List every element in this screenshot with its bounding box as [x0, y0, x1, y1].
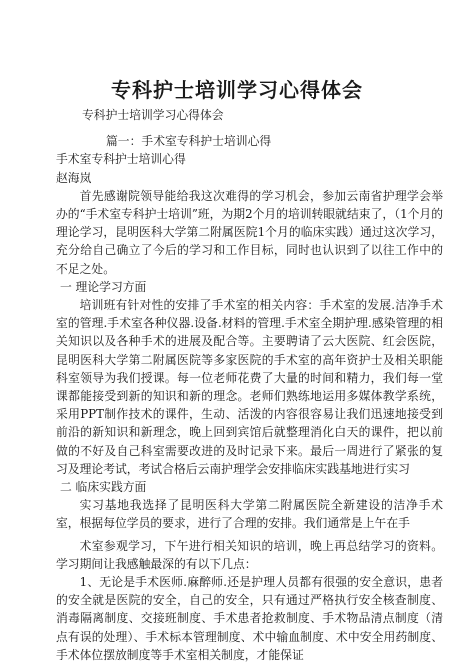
heading-theory: 一 理论学习方面 — [60, 279, 147, 294]
paragraph-practice: 实习基地我选择了昆明医科大学第二附属医院全新建设的洁净手术室，根据每位学员的要求，进行了合理的安排。我们通常是上午在手 — [56, 498, 443, 531]
paragraph-practice-cont: 术室参观学习，下午进行相关知识的培训，晚上再总结学习的资料。学习期间让我感触最深的有以下几点： — [56, 538, 443, 571]
document-title: 专科护士培训学习心得体会 — [111, 78, 363, 102]
document-body — [56, 106, 443, 664]
paragraph-intro: 首先感谢院领导能给我这次难得的学习机会，参加云南省护理学会举办的“手术室专科护士培训”班，为期2个月的培训转眼就结束了，（1个月的理论学习，昆明医科大学第二附属医院1个月的临床实践）通过这次学习，充分给自己确立了今后的学习和工作目标，同时也认识到了以往工作中的不足之处。 — [56, 188, 443, 276]
author-name: 赵海岚 — [56, 170, 92, 185]
heading-practice: 二 临床实践方面 — [60, 480, 147, 495]
section-heading: 篇一：手术室专科护士培训心得 — [106, 134, 272, 149]
document-subtitle: 专科护士培训学习心得体会 — [82, 108, 224, 122]
paragraph-point-1: 1、无论是手术医师.麻醉师.还是护理人员都有很强的安全意识，患者的安全就是医院的安全，自己的安全，只有通过严格执行安全核查制度、消毒隔离制度、交接班制度、手术患者抢救制度、手术物品清点制度（清点有误的处理）、手术标本管理制度、术中输血制度、术中安全用药制度、手术体位摆放制度等手术室相关制度，才能保证 — [56, 575, 443, 662]
byline-title: 手术室专科护士培训心得 — [56, 152, 186, 167]
paragraph-theory: 培训班有针对性的安排了手术室的相关内容：手术室的发展.洁净手术室的管理.手术室各种仪器.设备.材料的管理.手术室全期护理.感染管理的相关知识以及各种手术的进展及配合等。主要聘请了云大医院、红会医院，昆明医科大学第二附属医院等多家医院的手术室的高年资护士及相关职能科室领导为我们授课。每一位老师花费了大量的时间和精力，我们每一堂课都能接受到新的知识和新的理念。老师们熟练地运用多媒体教学系统，采用PPT制作技术的课件，生动、活泼的内容很容易让我们迅速地接受到前沿的新知识和新理念，晚上回到宾馆后就整理消化白天的课件，把以前做的不好及自己科室需要改进的及时记录下来。最后一周进行了紧张的复习及理论考试，考试合格后云南护理学会安排临床实践基地进行实习 — [56, 298, 443, 476]
